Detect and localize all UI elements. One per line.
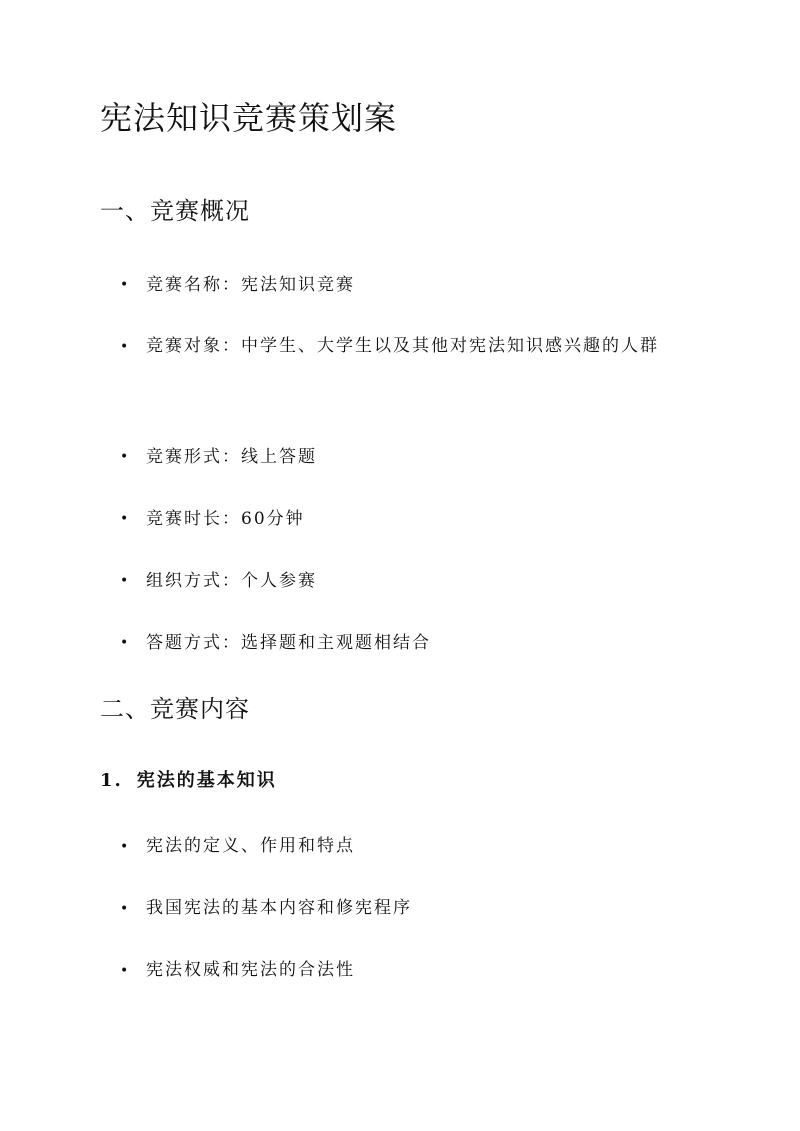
list-item: 竞赛对象：中学生、大学生以及其他对宪法知识感兴趣的人群 — [146, 336, 659, 356]
section-heading-overview: 一、竞赛概况 — [100, 197, 250, 225]
list-item: 我国宪法的基本内容和修宪程序 — [146, 898, 412, 918]
bullet-marker: • — [120, 963, 129, 979]
bullet-marker: • — [120, 339, 129, 355]
list-item: 竞赛名称：宪法知识竞赛 — [146, 275, 355, 295]
bullet-marker: • — [120, 839, 129, 855]
bullet-marker: • — [120, 635, 129, 651]
subsection-number: 1. — [100, 770, 123, 791]
list-item: 组织方式：个人参赛 — [146, 571, 317, 591]
bullet-marker: • — [120, 573, 129, 589]
subsection-title: 宪法的基本知识 — [136, 770, 277, 791]
document-title: 宪法知识竞赛策划案 — [100, 99, 398, 137]
list-item: 竞赛形式：线上答题 — [146, 447, 317, 467]
bullet-marker: • — [120, 901, 129, 917]
subsection-heading-basics — [100, 768, 277, 794]
list-item: 答题方式：选择题和主观题相结合 — [146, 633, 431, 653]
bullet-marker: • — [120, 449, 129, 465]
list-item: 竞赛时长：60分钟 — [146, 509, 305, 529]
list-item: 宪法的定义、作用和特点 — [146, 836, 355, 856]
bullet-marker: • — [120, 511, 129, 527]
list-item: 宪法权威和宪法的合法性 — [146, 960, 355, 980]
bullet-marker: • — [120, 277, 129, 293]
section-heading-content: 二、竞赛内容 — [100, 695, 250, 723]
